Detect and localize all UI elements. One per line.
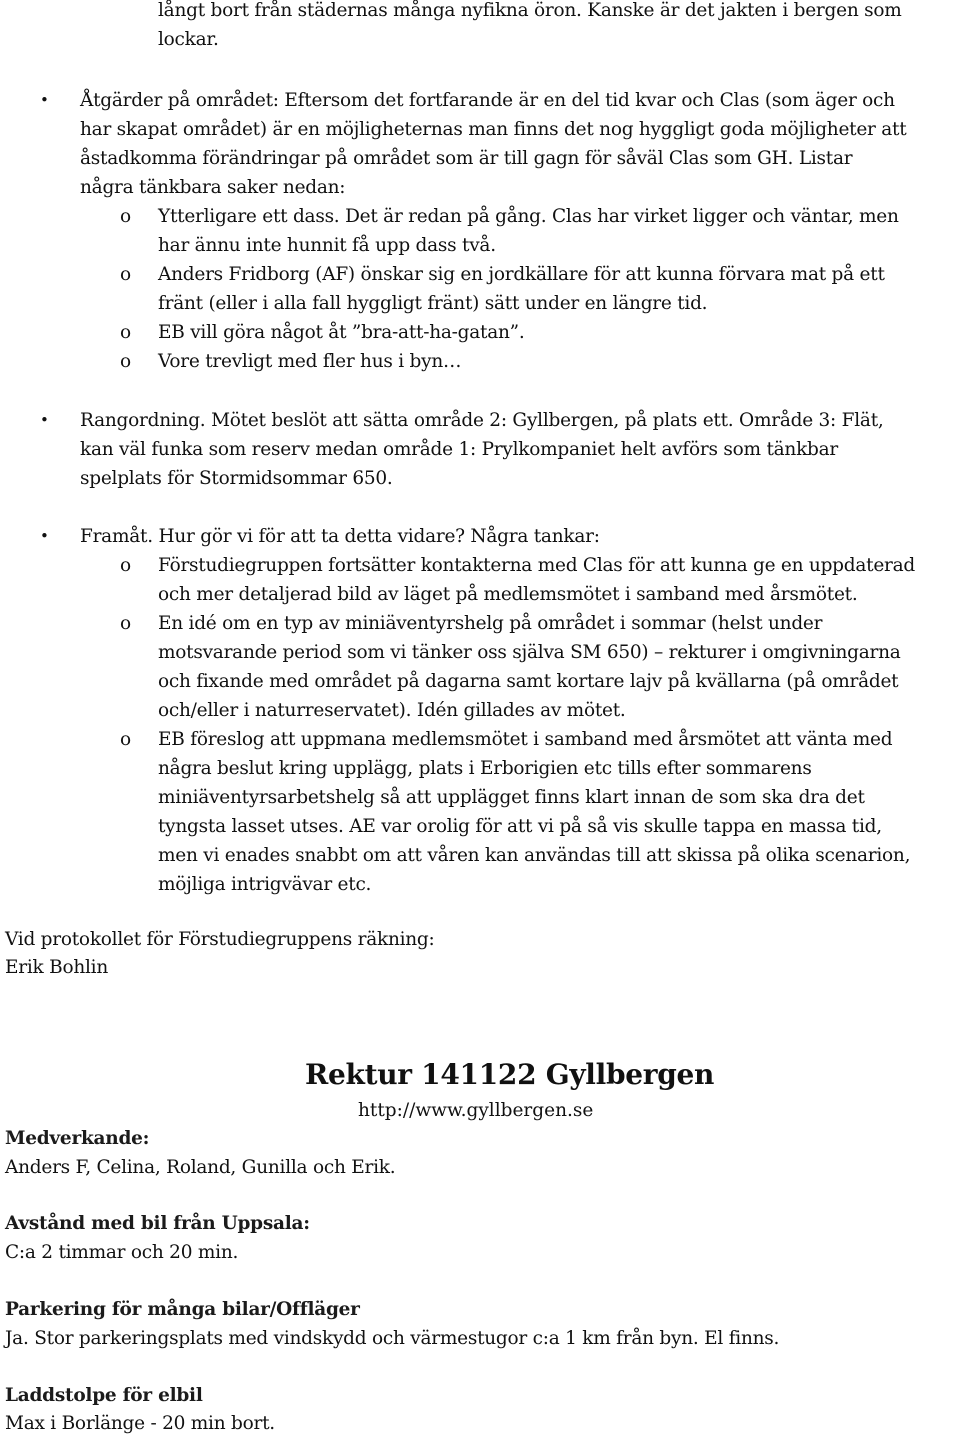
section2-line-1: Rangordning. Mötet beslöt att sätta område 2: Gyllbergen, på plats ett. Område 3: Flät, (80, 410, 884, 431)
intro-line-1: långt bort från städernas många nyfikna öron. Kanske är det jakten i bergen som (158, 0, 902, 21)
field-value-parkering: Ja. Stor parkeringsplats med vindskydd och värmestugor c:a 1 km från byn. El finns. (5, 1328, 780, 1349)
field-value-laddstolpe: Max i Borlänge - 20 min bort. (5, 1413, 275, 1434)
section3-sub3-line-1: EB föreslog att uppmana medlemsmötet i samband med årsmötet att vänta med (158, 729, 893, 750)
section1-sub3-line-1: EB vill göra något åt ”bra-att-ha-gatan”. (158, 322, 525, 343)
bullet-marker: • (40, 411, 49, 429)
section1-sub2-line-1: Anders Fridborg (AF) önskar sig en jordkällare för att kunna förvara mat på ett (158, 264, 885, 285)
field-label-medverkande: Medverkande: (5, 1128, 150, 1149)
section3-sub2-line-1: En idé om en typ av miniäventyrshelg på området i sommar (helst under (158, 613, 823, 634)
sub-marker: o (120, 729, 132, 750)
section3-sub1-line-2: och mer detaljerad bild av läget på medlemsmötet i samband med årsmötet. (158, 584, 858, 605)
field-label-parkering: Parkering för många bilar/Offläger (5, 1299, 360, 1320)
section3-sub3-line-3: miniäventyrsarbetshelg så att upplägget finns klart innan de som ska dra det (158, 787, 865, 808)
section1-line-2: har skapat området) är en möjligheternas man finns det nog hyggligt goda möjligheter att (80, 119, 907, 140)
sub-marker: o (120, 322, 132, 343)
sub-marker: o (120, 613, 132, 634)
field-label-laddstolpe: Laddstolpe för elbil (5, 1385, 203, 1406)
section3-sub3-line-5: men vi enades snabbt om att våren kan användas till att skissa på olika scenarion, (158, 845, 911, 866)
rektur-url: http://www.gyllbergen.se (358, 1100, 594, 1121)
section1-line-3: åstadkomma förändringar på området som är till gagn för såväl Clas som GH. Listar (80, 148, 853, 169)
section3-sub1-line-1: Förstudiegruppen fortsätter kontakterna med Clas för att kunna ge en uppdaterad (158, 555, 915, 576)
bullet-marker: • (40, 527, 49, 545)
section1-line-4: några tänkbara saker nedan: (80, 177, 346, 198)
section3-sub3-line-2: några beslut kring upplägg, plats i Erborigien etc tills efter sommarens (158, 758, 812, 779)
section1-sub1-line-2: har ännu inte hunnit få upp dass två. (158, 235, 496, 256)
field-value-medverkande: Anders F, Celina, Roland, Gunilla och Erik. (5, 1157, 396, 1178)
sub-marker: o (120, 555, 132, 576)
section1-line-1: Åtgärder på området: Eftersom det fortfarande är en del tid kvar och Clas (som äger och (80, 90, 895, 111)
field-label-avstand: Avstånd med bil från Uppsala: (5, 1213, 310, 1234)
section1-sub1-line-1: Ytterligare ett dass. Det är redan på gång. Clas har virket ligger och väntar, men (158, 206, 899, 227)
section3-sub2-line-4: och/eller i naturreservatet). Idén gillades av mötet. (158, 700, 626, 721)
section1-sub2-line-2: fränt (eller i alla fall hyggligt fränt) sätt under en längre tid. (158, 293, 708, 314)
section3-sub2-line-3: och fixande med området på dagarna samt kortare lajv på kvällarna (på området (158, 671, 899, 692)
section3-sub3-line-4: tyngsta lasset utses. AE var orolig för att vi på så vis skulle tappa en massa tid, (158, 816, 882, 837)
sub-marker: o (120, 206, 132, 227)
section1-sub4-line-1: Vore trevligt med fler hus i byn… (158, 351, 462, 372)
intro-line-2: lockar. (158, 29, 219, 50)
section3-sub2-line-2: motsvarande period som vi tänker oss själva SM 650) – rekturer i omgivningarna (158, 642, 901, 663)
bullet-marker: • (40, 91, 49, 109)
section2-line-3: spelplats för Stormidsommar 650. (80, 468, 393, 489)
sub-marker: o (120, 351, 132, 372)
section2-line-2: kan väl funka som reserv medan område 1: Prylkompaniet helt avförs som tänkbar (80, 439, 838, 460)
rektur-title: Rektur 141122 Gyllbergen (305, 1058, 715, 1091)
section3-line-1: Framåt. Hur gör vi för att ta detta vidare? Några tankar: (80, 526, 600, 547)
sub-marker: o (120, 264, 132, 285)
signature-line-1: Vid protokollet för Förstudiegruppens räkning: (5, 929, 435, 950)
section3-sub3-line-6: möjliga intrigvävar etc. (158, 874, 372, 895)
signature-line-2: Erik Bohlin (5, 957, 109, 978)
field-value-avstand: C:a 2 timmar och 20 min. (5, 1242, 239, 1263)
